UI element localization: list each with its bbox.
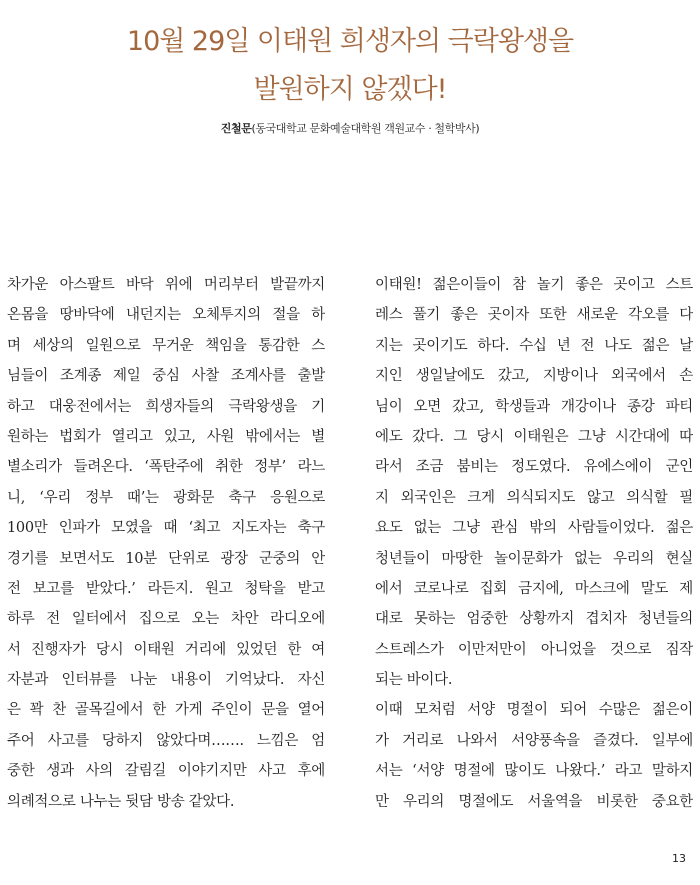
text-line: 라서 조금 붐비는 정도였다. 유에스에이 군인 — [375, 459, 693, 476]
text-line: 중한 생과 사의 갈림길 이야기지만 사고 후에 — [7, 763, 325, 780]
text-line: 스트레스가 이만저만이 아니었을 것으로 짐작 — [375, 641, 693, 658]
text-line: 의례적으로 나누는 뒷담 방송 같았다. — [7, 793, 235, 810]
text-line: 온몸을 땅바닥에 내던지는 오체투지의 절을 하 — [7, 307, 325, 324]
text-line: 이태원! 젊은이들이 참 놀기 좋은 곳이고 스트 — [375, 277, 693, 293]
text-line: 이때 모처럼 서양 명절이 되어 수많은 젊은이 — [375, 702, 693, 719]
body-column-left — [7, 270, 325, 817]
page-number: 13 — [672, 852, 686, 865]
text-line: 지는 곳이기도 하다. 수십 년 전 나도 젊은 날 — [375, 337, 693, 354]
text-line: 레스 풀기 좋은 곳이자 또한 새로운 각오를 다 — [375, 307, 693, 324]
text-line: 경기를 보면서도 10분 단위로 광장 군중의 안 — [7, 550, 325, 567]
article-title — [0, 18, 700, 114]
text-line: 원하는 법회가 열리고 있고, 사원 밖에서는 별 — [7, 428, 325, 445]
text-line: 만 우리의 명절에도 서울역을 비롯한 중요한 — [375, 793, 693, 810]
text-line: 되는 바이다. — [375, 672, 453, 689]
text-line: 에서 코로나로 집회 금지에, 마스크에 말도 제 — [375, 580, 693, 597]
text-line: 차가운 아스팔트 바닥 위에 머리부터 발끝까지 — [7, 277, 325, 293]
author-affiliation: (동국대학교 문화예술대학원 객원교수 · 철학박사) — [251, 122, 480, 135]
text-line: 하고 대웅전에서는 희생자들의 극락왕생을 기 — [7, 398, 325, 415]
text-line: 지 외국인은 크게 의식되지도 않고 의식할 필 — [375, 489, 693, 506]
text-line: 님이 오면 갔고, 학생들과 개강이나 종강 파티 — [375, 398, 693, 415]
text-line: 주어 사고를 당하지 않았다며……. 느낌은 엄 — [7, 732, 325, 749]
text-line: 100만 인파가 모였을 때 ‘최고 지도자는 축구 — [7, 520, 325, 537]
text-line: 대로 못하는 엄중한 상황까지 겹치자 청년들의 — [375, 611, 693, 628]
text-line: 별소리가 들려온다. ‘폭탄주에 취한 정부’ 라느 — [7, 459, 325, 476]
text-line: 은 꽉 찬 골목길에서 한 가게 주인이 문을 열어 — [7, 702, 325, 719]
text-line: 하루 전 일터에서 집으로 오는 차안 라디오에 — [7, 611, 325, 628]
text-line: 지인 생일날에도 갔고, 지방이나 외국에서 손 — [375, 368, 693, 385]
text-line: 요도 없는 그냥 관심 밖의 사람들이었다. 젊은 — [375, 520, 693, 537]
author-name: 진철문 — [220, 122, 252, 135]
text-line: 가 거리로 나와서 서양풍속을 즐겼다. 일부에 — [375, 732, 693, 749]
title-line-1: 10월 29일 이태원 희생자의 극락왕생을 — [126, 26, 574, 57]
text-line: 며 세상의 일원으로 무거운 책임을 통감한 스 — [7, 337, 325, 354]
text-line: 청년들이 마땅한 놀이문화가 없는 우리의 현실 — [375, 550, 693, 567]
text-line: 자분과 인터뷰를 나눈 내용이 기억났다. 자신 — [7, 672, 325, 689]
title-line-2: 발원하지 않겠다! — [253, 74, 447, 105]
text-line: 에도 갔다. 그 당시 이태원은 그냥 시간대에 따 — [375, 428, 693, 445]
author-byline — [0, 120, 700, 136]
body-column-right — [375, 270, 693, 817]
text-line: 니, ‘우리 정부 때’는 광화문 축구 응원으로 — [7, 489, 325, 506]
text-line: 서 진행자가 당시 이태원 거리에 있었던 한 여 — [7, 641, 325, 658]
text-line: 님들이 조계종 제일 중심 사찰 조계사를 출발 — [7, 368, 325, 385]
text-line: 서는 ‘서양 명절에 많이도 나왔다.’ 라고 말하지 — [375, 763, 693, 780]
text-line: 전 보고를 받았다.’ 라든지. 원고 청탁을 받고 — [7, 580, 325, 597]
